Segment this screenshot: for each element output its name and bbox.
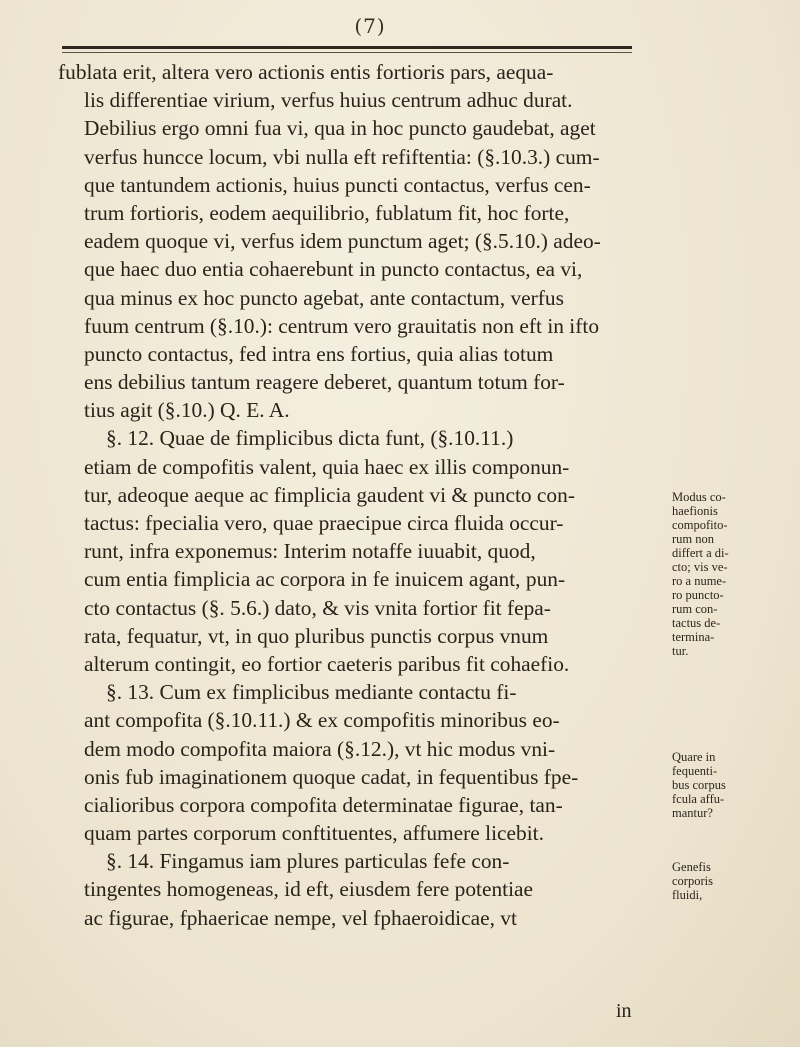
main-text [58, 58, 658, 932]
margin-line: tactus de- [672, 616, 721, 630]
text-line: onis fub imaginationem quoque cadat, in fequentibus fpe- [84, 764, 579, 789]
margin-note-1 [672, 490, 762, 658]
margin-line: haefionis [672, 504, 718, 518]
margin-line: bus corpus [672, 778, 726, 792]
text-line: cum entia fimplicia ac corpora in fe inuicem agant, pun- [84, 567, 566, 592]
section-heading-12: §. 12. Quae de fimplicibus dicta funt, (§.10.11.) [106, 426, 514, 451]
text-line: fublata erit, altera vero actionis entis fortioris pars, aequa- [58, 60, 554, 84]
margin-line: tur. [672, 644, 689, 658]
header-rule [62, 46, 632, 49]
text-line: fuum centrum (§.10.): centrum vero grauitatis non eft in ifto [84, 313, 600, 338]
section-heading-14: §. 14. Fingamus iam plures particulas fefe con- [106, 849, 510, 874]
margin-line: corporis [672, 874, 713, 888]
text-line: alterum contingit, eo fortior caeteris paribus fit cohaefio. [84, 651, 570, 676]
text-line: dem modo compofita maiora (§.12.), vt hic modus vni- [84, 736, 556, 761]
text-line: cialioribus corpora compofita determinatae figurae, tan- [84, 792, 563, 817]
text-line: puncto contactus, fed intra ens fortius, quia alias totum [84, 341, 554, 366]
catchword: in [616, 1000, 632, 1022]
text-line: que tantundem actionis, huius puncti contactus, verfus cen- [84, 172, 591, 197]
margin-line: cto; vis ve- [672, 560, 728, 574]
text-line: quam partes corporum conftituentes, affumere licebit. [84, 821, 544, 846]
text-line: verfus huncce locum, vbi nulla eft refiftentia: (§.10.3.) cum- [84, 144, 600, 169]
margin-line: mantur? [672, 806, 713, 820]
text-line: ens debilius tantum reagere deberet, quantum totum for- [84, 370, 565, 395]
margin-line: fluidi, [672, 888, 703, 902]
text-line: ant compofita (§.10.11.) & ex compofitis minoribus eo- [84, 708, 560, 733]
margin-line: Genefis [672, 860, 711, 874]
text-line: ac figurae, fphaericae nempe, vel fphaeroidicae, vt [84, 905, 517, 930]
margin-line: differt a di- [672, 546, 729, 560]
margin-line: fcula affu- [672, 792, 725, 806]
header-rule-thin [62, 52, 632, 53]
text-line: etiam de compofitis valent, quia haec ex illis componun- [84, 454, 570, 479]
section-heading-13: §. 13. Cum ex fimplicibus mediante contactu fi- [106, 680, 517, 705]
margin-note-3 [672, 860, 762, 902]
margin-line: termina- [672, 630, 715, 644]
text-line: runt, infra exponemus: Interim notaffe iuuabit, quod, [84, 539, 536, 564]
text-line: tius agit (§.10.) Q. E. A. [84, 398, 290, 423]
text-line: qua minus ex hoc puncto agebat, ante contactum, verfus [84, 285, 564, 310]
text-line: Debilius ergo omni fua vi, qua in hoc puncto gaudebat, aget [84, 116, 596, 141]
text-line: tingentes homogeneas, id eft, eiusdem fere potentiae [84, 877, 534, 902]
text-line: cto contactus (§. 5.6.) dato, & vis vnita fortior fit fepa- [84, 595, 551, 620]
margin-note-2 [672, 750, 762, 820]
margin-line: ro puncto- [672, 588, 724, 602]
margin-line: Modus co- [672, 490, 726, 504]
margin-line: rum con- [672, 602, 718, 616]
text-line: lis differentiae virium, verfus huius centrum adhuc durat. [84, 88, 573, 113]
text-line: eadem quoque vi, verfus idem punctum aget; (§.5.10.) adeo- [84, 229, 601, 254]
text-line: rata, fequatur, vt, in quo pluribus punctis corpus vnum [84, 623, 549, 648]
margin-line: compofito- [672, 518, 728, 532]
margin-line: fequenti- [672, 764, 718, 778]
margin-line: Quare in [672, 750, 716, 764]
text-line: tactus: fpecialia vero, quae praecipue circa fluida occur- [84, 511, 564, 535]
text-line: trum fortioris, eodem aequilibrio, fublatum fit, hoc forte, [84, 200, 570, 225]
margin-line: ro a nume- [672, 574, 727, 588]
margin-line: rum non [672, 532, 715, 546]
text-line: tur, adeoque aeque ac fimplicia gaudent vi & puncto con- [84, 482, 575, 507]
text-line: que haec duo entia cohaerebunt in puncto contactus, ea vi, [84, 257, 583, 282]
page-header: (7) [354, 14, 386, 38]
